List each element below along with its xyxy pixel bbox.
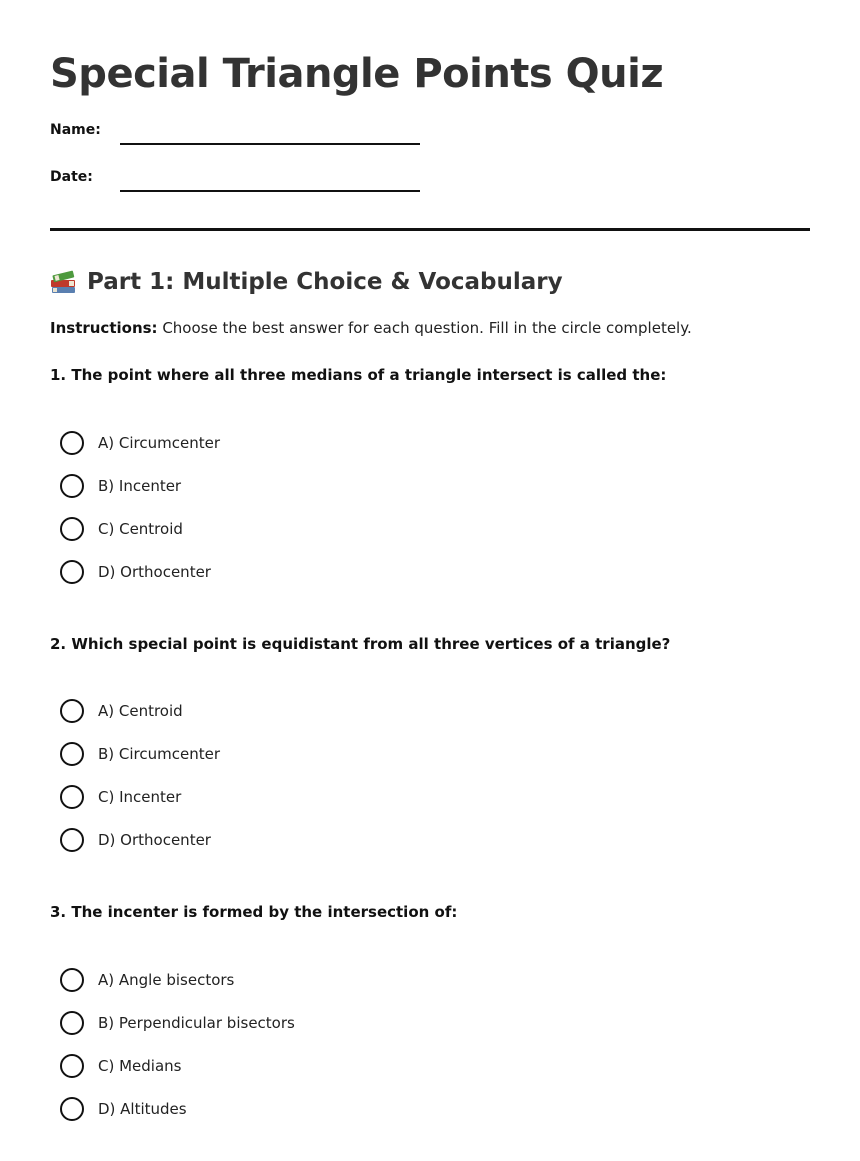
section-heading-text: Part 1: Multiple Choice & Vocabulary bbox=[87, 269, 563, 295]
option-label: B) Incenter bbox=[98, 477, 182, 495]
option-label: A) Circumcenter bbox=[98, 434, 220, 452]
radio-circle[interactable] bbox=[60, 474, 84, 498]
radio-circle[interactable] bbox=[60, 742, 84, 766]
radio-circle[interactable] bbox=[60, 431, 84, 455]
radio-circle[interactable] bbox=[60, 785, 84, 809]
question-3-text: 3. The incenter is formed by the intersection of: bbox=[50, 903, 458, 921]
question-2-option-d[interactable] bbox=[60, 828, 460, 854]
question-1-option-d[interactable] bbox=[60, 560, 460, 586]
option-label: B) Circumcenter bbox=[98, 745, 221, 763]
question-2-option-c[interactable] bbox=[60, 785, 460, 811]
question-1-option-c[interactable] bbox=[60, 517, 460, 543]
radio-circle[interactable] bbox=[60, 1054, 84, 1078]
question-3-option-a[interactable] bbox=[60, 968, 460, 994]
question-3-option-b[interactable] bbox=[60, 1011, 460, 1037]
header-divider bbox=[50, 228, 810, 231]
question-2-option-b[interactable] bbox=[60, 742, 460, 768]
instructions bbox=[50, 318, 692, 338]
page-title: Special Triangle Points Quiz bbox=[50, 51, 664, 97]
radio-circle[interactable] bbox=[60, 1011, 84, 1035]
radio-circle[interactable] bbox=[60, 517, 84, 541]
question-2-text: 2. Which special point is equidistant from all three vertices of a triangle? bbox=[50, 635, 671, 653]
question-3-option-d[interactable] bbox=[60, 1097, 460, 1123]
radio-circle[interactable] bbox=[60, 560, 84, 584]
option-label: C) Centroid bbox=[98, 520, 183, 538]
books-icon bbox=[50, 269, 77, 295]
question-1-option-a[interactable] bbox=[60, 431, 460, 457]
option-label: C) Medians bbox=[98, 1057, 182, 1075]
question-3-option-c[interactable] bbox=[60, 1054, 460, 1080]
name-field[interactable] bbox=[50, 120, 450, 144]
radio-circle[interactable] bbox=[60, 1097, 84, 1121]
instructions-label: Instructions: bbox=[50, 319, 158, 337]
question-1-option-b[interactable] bbox=[60, 474, 460, 500]
instructions-text: Choose the best answer for each question. Fill in the circle completely. bbox=[157, 319, 692, 337]
radio-circle[interactable] bbox=[60, 699, 84, 723]
option-label: C) Incenter bbox=[98, 788, 182, 806]
date-label: Date: bbox=[50, 169, 93, 185]
name-line[interactable] bbox=[120, 143, 420, 145]
option-label: D) Orthocenter bbox=[98, 563, 211, 581]
name-label: Name: bbox=[50, 122, 101, 138]
option-label: D) Orthocenter bbox=[98, 831, 211, 849]
section-heading bbox=[50, 266, 563, 298]
question-1-text: 1. The point where all three medians of a triangle intersect is called the: bbox=[50, 366, 667, 384]
date-line[interactable] bbox=[120, 190, 420, 192]
option-label: A) Angle bisectors bbox=[98, 971, 235, 989]
option-label: A) Centroid bbox=[98, 702, 183, 720]
question-2-option-a[interactable] bbox=[60, 699, 460, 725]
radio-circle[interactable] bbox=[60, 828, 84, 852]
option-label: B) Perpendicular bisectors bbox=[98, 1014, 295, 1032]
option-label: D) Altitudes bbox=[98, 1100, 187, 1118]
date-field[interactable] bbox=[50, 167, 450, 191]
radio-circle[interactable] bbox=[60, 968, 84, 992]
